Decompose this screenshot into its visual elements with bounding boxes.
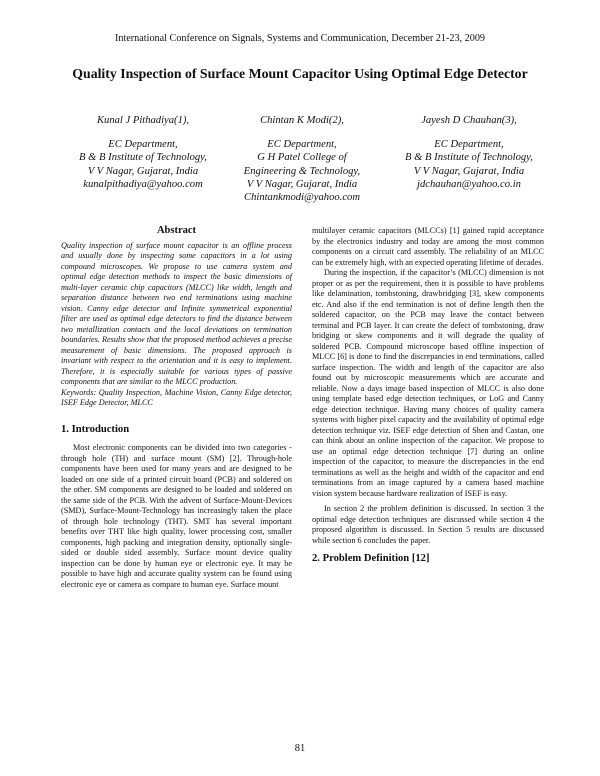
paper-title: Quality Inspection of Surface Mount Capacitor Using Optimal Edge Detector bbox=[72, 66, 528, 81]
left-column bbox=[61, 226, 292, 590]
author-email: jdchauhan@yahoo.co.in bbox=[417, 178, 521, 190]
author-block-1 bbox=[58, 114, 228, 191]
author-name: Chintan K Modi(2), bbox=[260, 115, 344, 126]
author-name: Kunal J Pithadiya(1), bbox=[96, 115, 190, 126]
intro-paragraph: Most electronic components can be divided into two categories - through hole (TH) and surface mount (SM) [2]. Through-hole components have been used for many years and are designed to be loaded on one side of a printed circuit board (PCB) and soldered on the other. SM components are designed to be loaded and soldered on the same side of the PCB. With the advent of Surface-Mount-Devices (SMD), Surface-Mount-Technology has increasingly taken the place of through hole technology (THT). SMT has several important benefits over THT like high quality, lower processing cost, smaller components, high packing and integration density, optionally single-sided or double sided assembly. Surface mount device quality inspection can be done by human eye or electronic eye. It may be possible to have high and accurate quality system can be found using electronic eye or camera as compare to human eye. Surface mount bbox=[61, 443, 292, 589]
author-email: Chintankmodi@yahoo.com bbox=[244, 192, 360, 204]
right-column bbox=[312, 226, 544, 565]
author-name: Jayesh D Chauhan(3), bbox=[421, 115, 517, 126]
keywords: Keywords: Quality Inspection, Machine Vision, Canny Edge detector, ISEF Edge Detector, MLCC bbox=[61, 387, 292, 407]
section-heading-introduction: 1. Introduction bbox=[61, 423, 130, 435]
body-paragraph: In section 2 the problem definition is discussed. In section 3 the optimal edge detection techniques are discussed while section 4 the proposed algorithm is discussed. In Section 5 results are discussed while section 6 concludes the paper. bbox=[312, 504, 544, 545]
author-affiliation-line: EC Department, bbox=[108, 139, 178, 151]
author-block-2 bbox=[222, 114, 382, 204]
author-affiliation-line: B & B Institute of Technology, bbox=[405, 152, 533, 164]
section-heading-problem-definition: 2. Problem Definition [12] bbox=[312, 553, 430, 564]
page-number: 81 bbox=[294, 743, 306, 754]
author-email: kunalpithadiya@yahoo.com bbox=[83, 178, 203, 190]
author-affiliation-line: V V Nagar, Gujarat, India bbox=[413, 165, 525, 177]
body-paragraph: During the inspection, if the capacitor’s (MLCC) dimension is not proper or as per the requirement, then it is possible to have problems like delamination, tombstoning, drawbridging [3], skew components etc. And also if the end termination is not of define length then the soldered capacitor, on the PCB may leave the contact between terminal and PCB layer. It can create the defect of tombstoning, draw bridging or skew components and it will degrade the quality of soldered PCB. Compound microscope based offline inspection of MLCC [6] is done to find the discrepancies in end terminations, called surface inspection. The width and length of the capacitor are also found out by microscopic measurements which are accurate and reliable. Now a days image based inspection of MLCC is also done using template based edge detection techniques, or LoG and Canny edge detection technique. Having many choices of quality camera systems with higher pixel capacity and the availability of optimal edge detection technique viz. ISEF edge detection of Shen and Castan, one can think about an online inspection of the capacitor. We propose to use an optimal edge detection technique [7] during an online inspection of the capacitor, to measure the discrepancies in the end terminations as well as the height and width of the capacitor and end terminations from an image captured by a camera based machine vision system because hardware realization of ISEF is easy. bbox=[312, 268, 544, 498]
author-affiliation-line: V V Nagar, Gujarat, India bbox=[246, 178, 358, 190]
author-affiliation-line: G H Patel College of bbox=[257, 152, 347, 164]
author-affiliation-line: V V Nagar, Gujarat, India bbox=[87, 165, 199, 177]
author-affiliation-line: EC Department, bbox=[434, 139, 504, 151]
body-paragraph: multilayer ceramic capacitors (MLCCs) [1] gained rapid acceptance by the electronics industry and today are among the most common components on a circuit card assembly. The reliability of an MLCC can be extremely high, with an expected operating lifetime of decades. bbox=[312, 226, 544, 267]
abstract-body: Quality inspection of surface mount capacitor is an offline process and usually done by inspecting some capacitors in a lot using compound microscopes. We propose to use camera system and optimal edge detection methods to inspect the basic dimensions of multi-layer ceramic chip capacitors (MLCC) like width, length and separation distance between two end terminations using machine vision. Canny edge detector and Infinite symmetrical exponential filter are used as optimal edge detectors to find the distance between two metallization contacts and the local deviations on termination boundaries. Results show that the proposed method achieves a precise measurement of basic dimensions. The proposed approach is invariant with respect to the orientation and it is easy to implement. Therefore, it is especially suitable for various types of passive components that are similar to the MLCC production. bbox=[61, 240, 292, 386]
author-block-3 bbox=[384, 114, 554, 191]
author-affiliation-line: B & B Institute of Technology, bbox=[79, 152, 207, 164]
conference-header: International Conference on Signals, Systems and Communication, December 21-23, 2009 bbox=[114, 33, 486, 44]
author-affiliation-line: EC Department, bbox=[267, 139, 337, 151]
author-affiliation-line: Engineering & Technology, bbox=[243, 165, 361, 177]
abstract-heading: Abstract bbox=[156, 225, 197, 236]
